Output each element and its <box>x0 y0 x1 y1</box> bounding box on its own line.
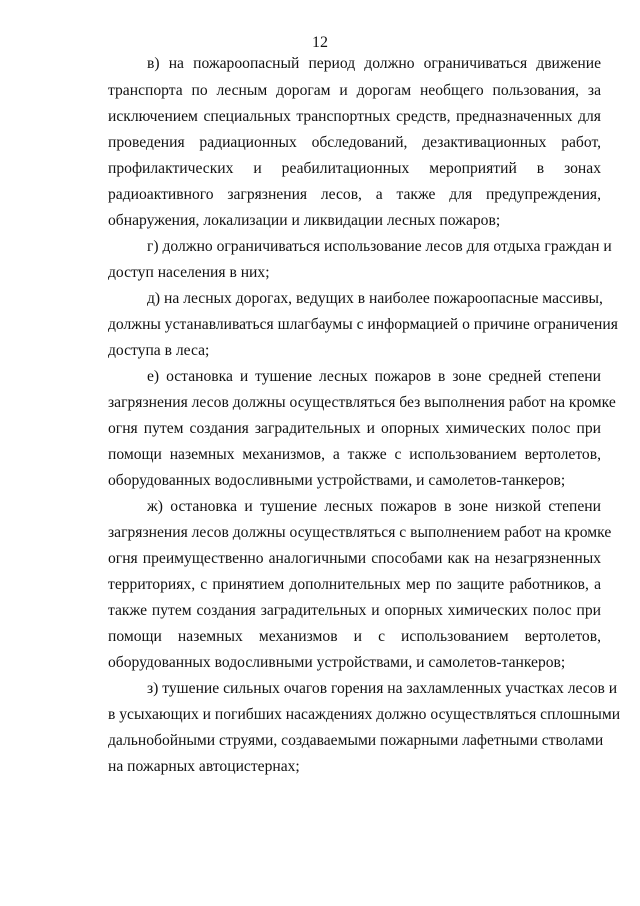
text-line: огня путем создания заградительных и опорных химических полос при <box>108 420 601 437</box>
text-line: проведения радиационных обследований, дезактивационных работ, <box>108 134 601 151</box>
text-line: в усыхающих и погибших насаждениях должно осуществляться сплошными <box>108 706 621 723</box>
text-line: помощи наземных механизмов и с использованием вертолетов, <box>108 628 601 645</box>
text-line: г) должно ограничиваться использование лесов для отдыха граждан и <box>147 238 612 255</box>
text-line: в) на пожароопасный период должно ограничиваться движение <box>147 55 601 72</box>
text-line: оборудованных водосливными устройствами, и самолетов-танкеров; <box>108 472 566 489</box>
text-line: оборудованных водосливными устройствами, и самолетов-танкеров; <box>108 654 566 671</box>
text-line: исключением специальных транспортных средств, предназначенных для <box>108 108 601 125</box>
text-line: должны устанавливаться шлагбаумы с информацией о причине ограничения <box>108 316 618 333</box>
text-line: доступа в леса; <box>108 342 210 359</box>
text-line: помощи наземных механизмов, а также с использованием вертолетов, <box>108 446 601 463</box>
page-number: 12 <box>312 34 328 51</box>
text-line: транспорта по лесным дорогам и дорогам необщего пользования, за <box>108 82 601 99</box>
text-line: з) тушение сильных очагов горения на захламленных участках лесов и <box>147 680 618 697</box>
text-line: ж) остановка и тушение лесных пожаров в зоне низкой степени <box>147 498 601 515</box>
text-line: доступ населения в них; <box>108 264 270 281</box>
text-line: е) остановка и тушение лесных пожаров в зоне средней степени <box>147 368 601 385</box>
text-line: территориях, с принятием дополнительных мер по защите работников, а <box>108 576 601 593</box>
text-line: загрязнения лесов должны осуществляться с выполнением работ на кромке <box>108 524 612 541</box>
text-line: д) на лесных дорогах, ведущих в наиболее пожароопасные массивы, <box>147 290 603 307</box>
text-line: также путем создания заградительных и опорных химических полос при <box>108 602 601 619</box>
text-line: дальнобойными струями, создаваемыми пожарными лафетными стволами <box>108 732 604 749</box>
text-line: огня преимущественно аналогичными способами как на незагрязненных <box>108 550 601 567</box>
text-line: на пожарных автоцистернах; <box>108 758 300 775</box>
text-line: профилактических и реабилитационных мероприятий в зонах <box>108 160 601 177</box>
text-line: обнаружения, локализации и ликвидации лесных пожаров; <box>108 212 501 229</box>
text-line: радиоактивного загрязнения лесов, а также для предупреждения, <box>108 186 601 203</box>
text-line: загрязнения лесов должны осуществляться без выполнения работ на кромке <box>108 394 616 411</box>
